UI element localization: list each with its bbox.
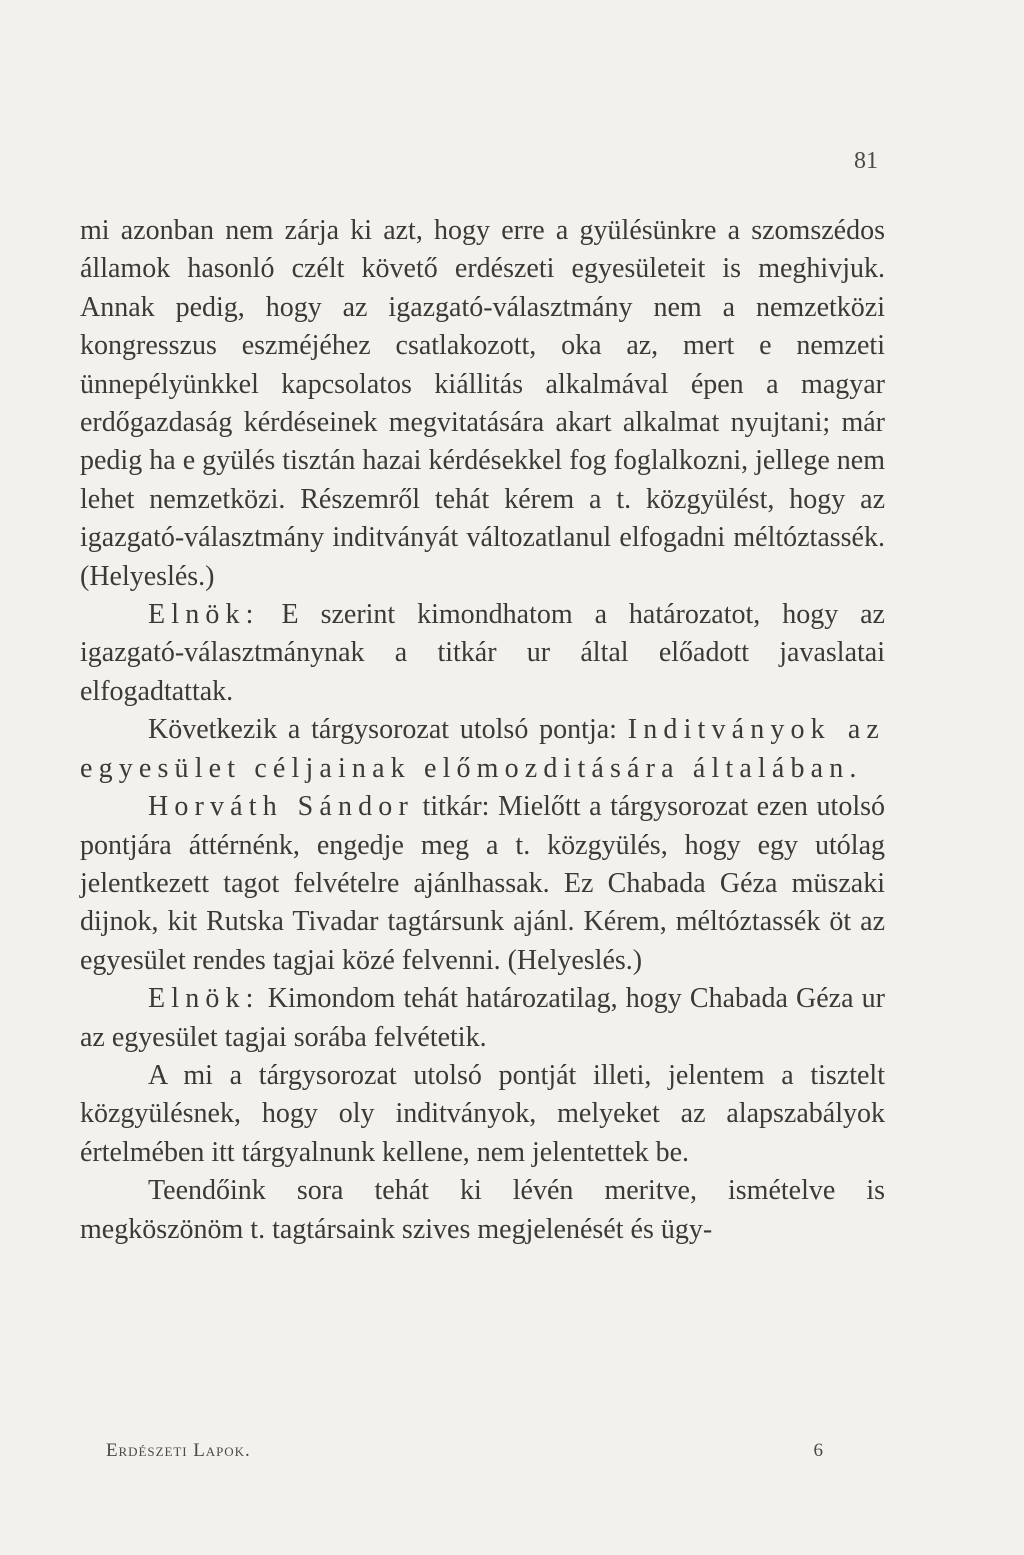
- paragraph-closing: Teendőink sora tehát ki lévén meritve, ismételve is megköszönöm t. tagtársaink szives megjelenését és ügy-: [80, 1175, 885, 1245]
- paragraph-continuation: mi azonban nem zárja ki azt, hogy erre a gyülésünkre a szomszédos államok hasonló czélt követő erdészeti egyesületeit is meghivjuk. Annak pedig, hogy az igazgató-választmány nem a nemzetközi kongresszus eszméjéhez csatlakozott, oka az, mert e nemzeti ünnepélyünkkel kapcsolatos kiállitás alkalmával épen a magyar erdőgazdaság kérdéseinek megvitatására akart alkalmat nyujtani; már pedig ha e gyülés tisztán hazai kérdésekkel fog foglalkozni, jellege nem lehet nemzetközi. Részemről tehát kérem a t. közgyülést, hogy az igazgató-választmány inditványát változatlanul elfogadni méltóztassék. (Helyeslés.): [80, 215, 885, 592]
- signature-mark: 6: [813, 1440, 824, 1461]
- speaker-name: Horváth Sándor: [148, 791, 414, 823]
- journal-name: Erdészeti Lapok.: [106, 1440, 251, 1461]
- paragraph-president-2: [80, 980, 885, 1057]
- paragraph-secretary: [80, 788, 885, 980]
- paragraph-text: Kimondom tehát határozatilag, hogy Chabada Géza ur az egyesület tagjai sorába felvétetik.: [80, 983, 885, 1053]
- speaker-name: Elnök:: [148, 599, 260, 631]
- paragraph-text: Következik a tárgysorozat utolsó pontja:: [148, 714, 628, 746]
- speaker-name: Elnök:: [148, 983, 260, 1015]
- paragraph-president-1: [80, 596, 885, 711]
- paragraph-motions: A mi a tárgysorozat utolsó pontját illeti, jelentem a tisztelt közgyülésnek, hogy oly inditványok, melyeket az alapszabályok értelmében itt tárgyalnunk kellene, nem jelentettek be.: [80, 1059, 885, 1168]
- agenda-item-title: Inditványok az egyesület céljainak előmozditására általában.: [80, 714, 886, 784]
- paragraph-agenda: [80, 711, 885, 788]
- paragraph-text: titkár: Mielőtt a tárgysorozat ezen utolsó pontjára áttérnénk, engedje meg a t. közgyülés, hogy egy utólag jelentkezett tagot felvételre ajánlhassak. Ez Chabada Géza müszaki dijnok, kit Rutska Tivadar tagtársunk ajánl. Kérem, méltóztassék öt az egyesület rendes tagjai közé felvenni. (Helyeslés.): [80, 791, 885, 976]
- page-footer: [106, 1440, 824, 1462]
- page-number: 81: [854, 148, 878, 174]
- paragraph-text: E szerint kimondhatom a határozatot, hogy az igazgató-választmánynak a titkár ur által előadott javaslatai elfogadtattak.: [80, 599, 885, 707]
- body-text: [80, 212, 885, 1249]
